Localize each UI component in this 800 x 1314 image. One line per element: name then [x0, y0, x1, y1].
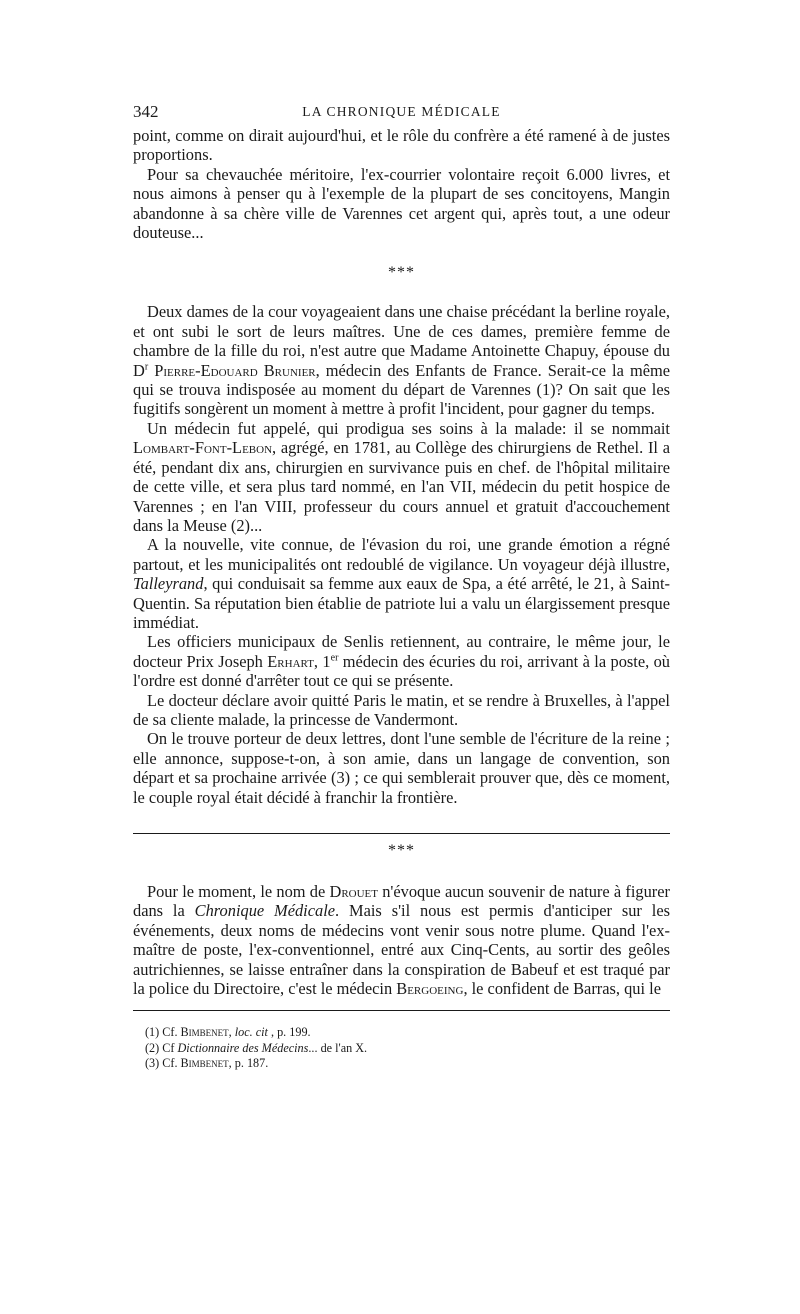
paragraph-4: Un médecin fut appelé, qui prodigua ses soins à la malade: il se nommait Lombart-Font-Lebon, agrégé, en 1781, au Collège des chirurgiens de Rethel. Il a été, pendant dix ans, chirurgien en survivance puis en chef. de l'hôpital militaire de cette ville, et sera plus tard nommé, en l'an VII, médecin du petit hospice de Varennes ; en l'an VIII, professeur du cours annuel et gratuit d'accouchement dans la Meuse (2)...	[133, 418, 670, 535]
footnote-2: (2) Cf Dictionnaire des Médecins... de l'an X.	[145, 1040, 368, 1055]
paragraph-1: point, comme on dirait aujourd'hui, et le rôle du confrère a été ramené à de justes proportions.	[133, 126, 670, 165]
name-talleyrand: Talleyrand	[133, 574, 204, 594]
section-rule	[133, 833, 670, 834]
journal-title: Chronique Médicale	[194, 901, 336, 921]
asterism-1	[133, 266, 670, 280]
asterism-glyph: ***	[388, 842, 415, 859]
name-brunier: Pierre-Edouard Brunier	[154, 360, 316, 380]
paragraph-2: Pour sa chevauchée méritoire, l'ex-courrier volontaire reçoit 6.000 livres, et nous aimons à penser qu à l'exemple de la plupart de ses concitoyens, Mangin abandonne à sa chère ville de Varennes cet argent qui, après tout, a une odeur douteuse...	[133, 164, 670, 243]
asterism-glyph: ***	[388, 264, 415, 282]
article-body	[133, 126, 670, 998]
name-bergoeing: Bergoeing	[396, 979, 464, 999]
paragraph-5: A la nouvelle, vite connue, de l'évasion du roi, une grande émotion a régné partout, et les municipalités ont redoublé de vigilance. Un voyageur déjà illustre, Talleyrand, qui conduisait sa femme aux eaux de Spa, a été arrêté, le 21, à Saint-Quentin. Sa réputation bien établie de patriote lui a valu un élargissement presque immédiat.	[133, 535, 670, 632]
page-number: 342	[133, 102, 159, 121]
footnote-1: (1) Cf. Bimbenet, loc. cit , p. 199.	[145, 1025, 311, 1040]
paragraph-6: Les officiers municipaux de Senlis retiennent, au contraire, le même jour, le docteur Prix Joseph Erhart, 1er médecin des écuries du roi, arrivant à la poste, où l'ordre est donné d'arrêter tout ce qui se présente.	[133, 632, 671, 691]
paragraph-7: Le docteur déclare avoir quitté Paris le matin, et se rendre à Bruxelles, à l'appel de sa cliente malade, la princesse de Vandermont.	[133, 690, 670, 729]
paragraph-3: Deux dames de la cour voyageaient dans une chaise précédant la berline royale, et ont subi le sort de leurs maîtres. Une de ces dames, première femme de chambre de la fille du roi, n'est autre que Madame Antoinette Chapuy, épouse du $D^r$ Pierre-Edouard Brunier, médecin des Enfants de France. Serait-ce la même qui se trouva indisposée au moment du départ de Varennes (1)? On sait que les fugitifs songèrent un moment à mettre à profit l'incident, pour gagner du temps.	[133, 302, 670, 419]
asterism-2	[133, 844, 670, 858]
paragraph-9: Pour le moment, le nom de Drouet n'évoque aucun souvenir de nature à figurer dans la Chronique Médicale. Mais s'il nous est permis d'anticiper sur les événements, deux noms de médecins vont venir sous notre plume. Quand l'ex-maître de poste, l'ex-conventionnel, entré aux Cinq-Cents, au sortir des geôles autrichiennes, se laisse entraîner dans la conspiration de Babeuf et est traqué par la police du Directoire, c'est le médecin Bergoeing, le confident de Barras, qui le	[133, 882, 670, 999]
running-head	[133, 100, 670, 126]
page	[133, 100, 670, 1072]
name-erhart: Erhart	[267, 651, 314, 671]
footnotes	[133, 1025, 670, 1072]
paragraph-8: On le trouve porteur de deux lettres, dont l'une semble de l'écriture de la reine ; elle annonce, suppose-t-on, à son amie, dans un langage de convention, son départ et sa prochaine arrivée (3) ; ce qui semblerait prouver que, dès ce moment, le couple royal était décidé à franchir la frontière.	[133, 729, 670, 807]
running-title: LA CHRONIQUE MÉDICALE	[302, 104, 501, 119]
name-lombart: Lombart-Font-Lebon	[133, 438, 273, 458]
footnote-rule	[133, 1010, 670, 1011]
footnote-3: (3) Cf. Bimbenet, p. 187.	[145, 1056, 269, 1071]
name-drouet: Drouet	[329, 882, 378, 901]
